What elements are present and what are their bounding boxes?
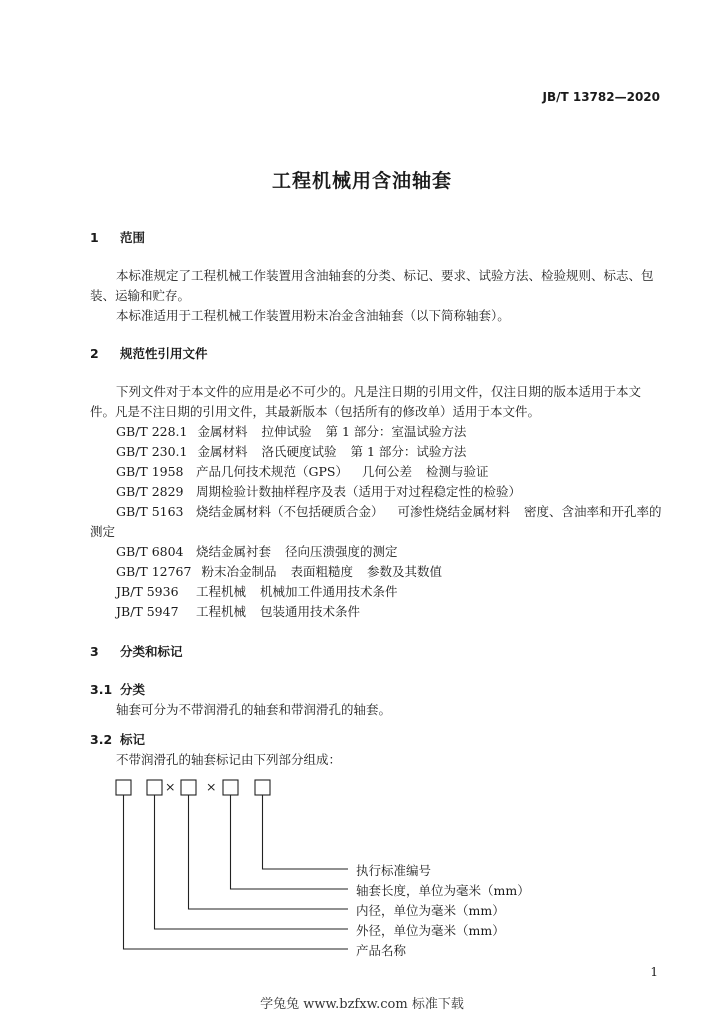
diagram-label: 执行标准编号 (356, 863, 432, 878)
reference-title: 径向压溃强度的测定 (285, 544, 398, 559)
placeholder-box (223, 780, 238, 795)
reference-code: GB/T 228.1 (116, 424, 188, 439)
diagram-label: 产品名称 (356, 943, 407, 958)
reference-code: GB/T 12767 (116, 564, 192, 579)
section-title: 分类 (120, 682, 146, 697)
section-number: 3.1 (90, 682, 113, 697)
paragraph: 本标准规定了工程机械工作装置用含油轴套的分类、标记、要求、试验方法、检验规则、标志、包 (116, 268, 654, 283)
leader-line (189, 795, 349, 909)
footer-watermark: 学兔兔 www.bzfxw.com 标准下载 (260, 997, 464, 1012)
reference-title: 表面粗糙度 (290, 564, 353, 579)
reference-title: 几何公差 (361, 464, 412, 479)
reference-code: GB/T 6804 (116, 544, 184, 559)
times-symbol: × (206, 779, 217, 794)
diagram-label: 外径，单位为毫米（mm） (356, 923, 505, 938)
reference-title: 机械加工件通用技术条件 (260, 584, 398, 599)
reference-title: 拉伸试验 (261, 424, 312, 439)
paragraph: 下列文件对于本文件的应用是必不可少的。凡是注日期的引用文件，仅注日期的版本适用于本文 (116, 384, 642, 399)
section-number: 3.2 (90, 732, 113, 747)
paragraph: 件。凡是不注日期的引用文件，其最新版本（包括所有的修改单）适用于本文件。 (90, 404, 541, 419)
paragraph: 本标准适用于工程机械工作装置用粉末冶金含油轴套（以下简称轴套）。 (116, 308, 510, 323)
reference-continuation: 测定 (90, 524, 116, 539)
reference-title: 周期检验计数抽样程序及表（适用于对过程稳定性的检验） (196, 484, 522, 499)
reference-title: 密度、含油率和开孔率的 (524, 504, 662, 519)
reference-title: 包装通用技术条件 (260, 604, 361, 619)
page-title: 工程机械用含油轴套 (271, 170, 452, 192)
reference-code: GB/T 5163 (116, 504, 184, 519)
reference-title: 第 1 部分：室温试验方法 (325, 424, 467, 439)
reference-code: GB/T 2829 (116, 484, 184, 499)
paragraph: 轴套可分为不带润滑孔的轴套和带润滑孔的轴套。 (116, 702, 392, 717)
section-number: 1 (90, 230, 99, 245)
section-number: 3 (90, 644, 99, 659)
reference-title: 粉末冶金制品 (201, 564, 277, 579)
section-number: 2 (90, 346, 99, 361)
reference-title: 工程机械 (196, 584, 247, 599)
section-title: 分类和标记 (120, 644, 183, 659)
document-number: JB/T 13782—2020 (542, 90, 660, 104)
section-title: 标记 (120, 732, 146, 747)
reference-code: JB/T 5936 (116, 584, 179, 599)
reference-code: JB/T 5947 (116, 604, 179, 619)
section-title: 范围 (120, 230, 146, 245)
page-number: 1 (650, 965, 658, 979)
reference-title: 烧结金属衬套 (196, 544, 272, 559)
reference-title: 洛氏硬度试验 (261, 444, 337, 459)
reference-title: 可渗性烧结金属材料 (397, 504, 511, 519)
leader-line (231, 795, 349, 889)
reference-title: 烧结金属材料（不包括硬质合金） (196, 504, 384, 519)
diagram-label: 内径，单位为毫米（mm） (356, 903, 505, 918)
reference-title: 工程机械 (196, 604, 247, 619)
reference-title: 产品几何技术规范（GPS） (196, 464, 348, 479)
diagram-label: 轴套长度，单位为毫米（mm） (356, 883, 530, 898)
paragraph: 不带润滑孔的轴套标记由下列部分组成： (116, 752, 342, 767)
reference-title: 第 1 部分：试验方法 (350, 444, 467, 459)
placeholder-box (147, 780, 162, 795)
paragraph: 装、运输和贮存。 (90, 288, 191, 303)
section-title: 规范性引用文件 (120, 346, 208, 361)
reference-code: GB/T 1958 (116, 464, 184, 479)
placeholder-box (255, 780, 270, 795)
reference-title: 金属材料 (197, 424, 248, 439)
times-symbol: × (165, 779, 176, 794)
reference-title: 参数及其数值 (367, 564, 443, 579)
placeholder-box (116, 780, 131, 795)
leader-line (263, 795, 349, 869)
reference-code: GB/T 230.1 (116, 444, 188, 459)
placeholder-box (181, 780, 196, 795)
reference-title: 检测与验证 (425, 464, 489, 479)
reference-title: 金属材料 (197, 444, 248, 459)
leader-line (124, 795, 349, 949)
